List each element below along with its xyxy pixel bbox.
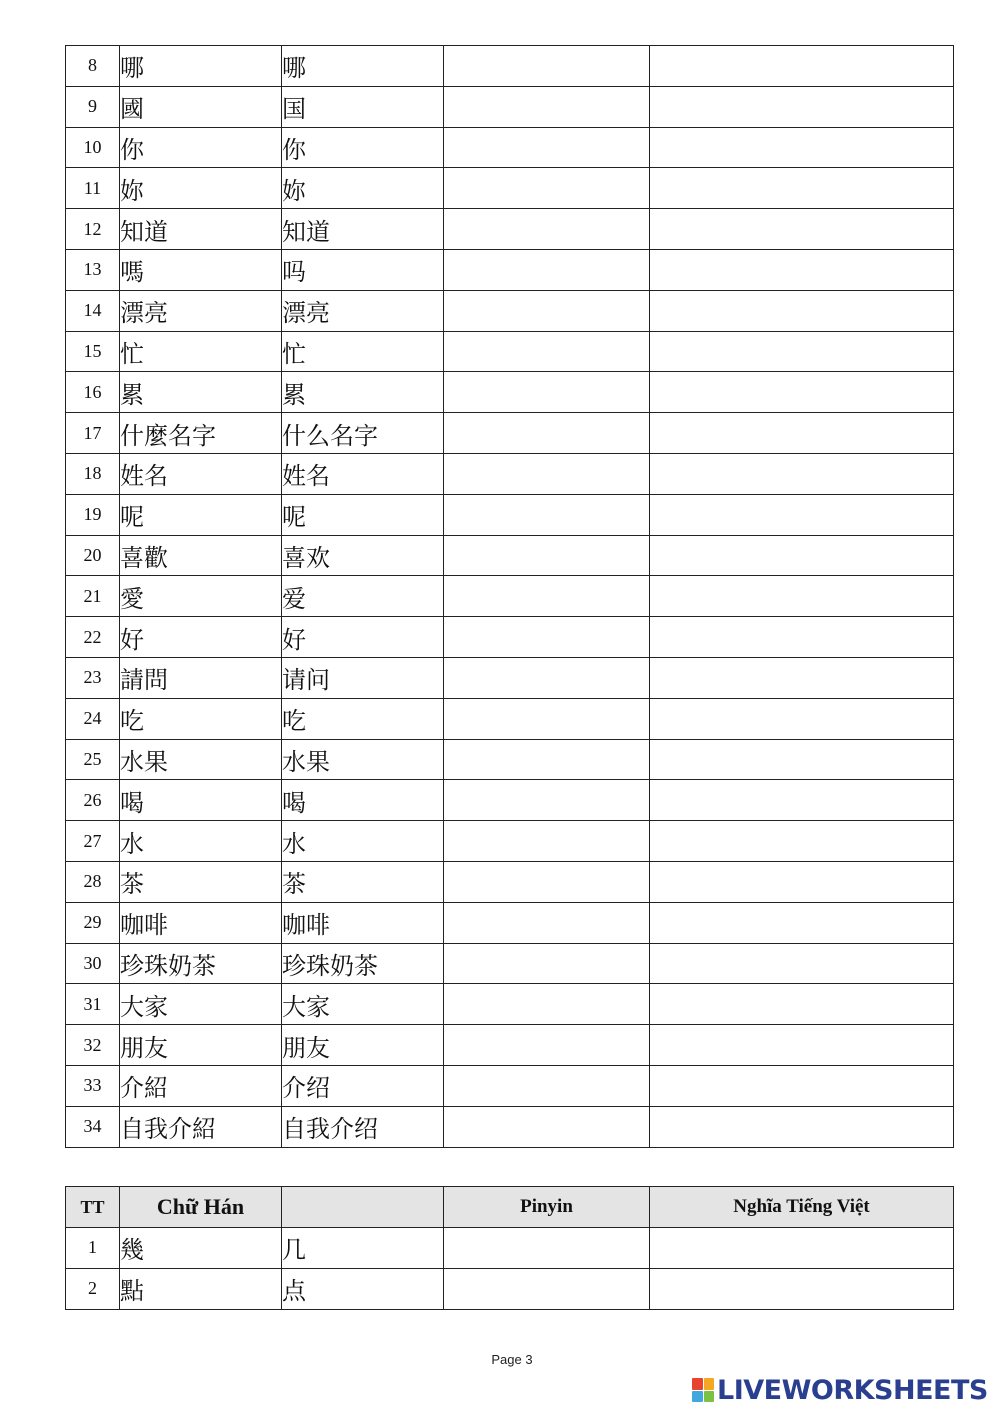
pinyin-answer-cell[interactable] — [444, 453, 650, 494]
simplified-chinese: 喝 — [282, 780, 444, 821]
table-row — [66, 86, 954, 127]
row-number: 21 — [66, 576, 120, 617]
traditional-chinese: 自我介紹 — [120, 1106, 282, 1147]
row-number: 12 — [66, 209, 120, 250]
simplified-chinese: 爱 — [282, 576, 444, 617]
header-tt: TT — [66, 1187, 120, 1228]
traditional-chinese: 水 — [120, 821, 282, 862]
table-row — [66, 1268, 954, 1309]
simplified-chinese: 姓名 — [282, 453, 444, 494]
logo-square-blue — [692, 1391, 703, 1403]
vocabulary-table-2 — [65, 1186, 954, 1310]
simplified-chinese: 呢 — [282, 494, 444, 535]
row-number: 33 — [66, 1065, 120, 1106]
meaning-answer-cell[interactable] — [650, 290, 954, 331]
table-row — [66, 209, 954, 250]
row-number: 19 — [66, 494, 120, 535]
pinyin-answer-cell[interactable] — [444, 780, 650, 821]
meaning-answer-cell[interactable] — [650, 168, 954, 209]
meaning-answer-cell[interactable] — [650, 861, 954, 902]
pinyin-answer-cell[interactable] — [444, 127, 650, 168]
traditional-chinese: 國 — [120, 86, 282, 127]
traditional-chinese: 茶 — [120, 861, 282, 902]
simplified-chinese: 累 — [282, 372, 444, 413]
table-row — [66, 1106, 954, 1147]
meaning-answer-cell[interactable] — [650, 902, 954, 943]
traditional-chinese: 忙 — [120, 331, 282, 372]
liveworksheets-logo — [692, 1374, 988, 1406]
traditional-chinese: 請問 — [120, 657, 282, 698]
pinyin-answer-cell[interactable] — [444, 249, 650, 290]
meaning-answer-cell[interactable] — [650, 372, 954, 413]
simplified-chinese: 妳 — [282, 168, 444, 209]
pinyin-answer-cell[interactable] — [444, 413, 650, 454]
table-row — [66, 127, 954, 168]
pinyin-answer-cell[interactable] — [444, 209, 650, 250]
traditional-chinese: 咖啡 — [120, 902, 282, 943]
table-row — [66, 821, 954, 862]
simplified-chinese: 漂亮 — [282, 290, 444, 331]
row-number: 22 — [66, 617, 120, 658]
row-number: 18 — [66, 453, 120, 494]
simplified-chinese: 介绍 — [282, 1065, 444, 1106]
meaning-answer-cell[interactable] — [650, 617, 954, 658]
simplified-chinese: 你 — [282, 127, 444, 168]
table-row — [66, 1025, 954, 1066]
meaning-answer-cell[interactable] — [650, 943, 954, 984]
pinyin-answer-cell[interactable] — [444, 821, 650, 862]
row-number: 26 — [66, 780, 120, 821]
simplified-chinese: 喜欢 — [282, 535, 444, 576]
table-row — [66, 1065, 954, 1106]
table-row — [66, 739, 954, 780]
row-number: 31 — [66, 984, 120, 1025]
meaning-answer-cell[interactable] — [650, 209, 954, 250]
row-number: 25 — [66, 739, 120, 780]
row-number: 2 — [66, 1268, 120, 1309]
traditional-chinese: 好 — [120, 617, 282, 658]
pinyin-answer-cell[interactable] — [444, 1268, 650, 1309]
table-row — [66, 168, 954, 209]
pinyin-answer-cell[interactable] — [444, 739, 650, 780]
header-chu-han: Chữ Hán — [120, 1187, 282, 1228]
simplified-chinese: 国 — [282, 86, 444, 127]
simplified-chinese: 知道 — [282, 209, 444, 250]
table-row — [66, 535, 954, 576]
traditional-chinese: 喝 — [120, 780, 282, 821]
meaning-answer-cell[interactable] — [650, 1106, 954, 1147]
simplified-chinese: 吃 — [282, 698, 444, 739]
pinyin-answer-cell[interactable] — [444, 1106, 650, 1147]
traditional-chinese: 你 — [120, 127, 282, 168]
pinyin-answer-cell[interactable] — [444, 861, 650, 902]
row-number: 28 — [66, 861, 120, 902]
row-number: 17 — [66, 413, 120, 454]
row-number: 15 — [66, 331, 120, 372]
meaning-answer-cell[interactable] — [650, 1025, 954, 1066]
table-row — [66, 943, 954, 984]
pinyin-answer-cell[interactable] — [444, 372, 650, 413]
row-number: 23 — [66, 657, 120, 698]
meaning-answer-cell[interactable] — [650, 984, 954, 1025]
simplified-chinese: 好 — [282, 617, 444, 658]
meaning-answer-cell[interactable] — [650, 739, 954, 780]
logo-square-orange — [704, 1378, 715, 1390]
pinyin-answer-cell[interactable] — [444, 698, 650, 739]
table-row — [66, 657, 954, 698]
row-number: 34 — [66, 1106, 120, 1147]
meaning-answer-cell[interactable] — [650, 657, 954, 698]
traditional-chinese: 吃 — [120, 698, 282, 739]
table-row — [66, 290, 954, 331]
meaning-answer-cell[interactable] — [650, 413, 954, 454]
pinyin-answer-cell[interactable] — [444, 902, 650, 943]
meaning-answer-cell[interactable] — [650, 1065, 954, 1106]
row-number: 11 — [66, 168, 120, 209]
traditional-chinese: 哪 — [120, 46, 282, 87]
traditional-chinese: 幾 — [120, 1228, 282, 1269]
table-row — [66, 453, 954, 494]
simplified-chinese: 忙 — [282, 331, 444, 372]
pinyin-answer-cell[interactable] — [444, 535, 650, 576]
table-row — [66, 413, 954, 454]
row-number: 30 — [66, 943, 120, 984]
simplified-chinese: 请问 — [282, 657, 444, 698]
traditional-chinese: 什麼名字 — [120, 413, 282, 454]
traditional-chinese: 呢 — [120, 494, 282, 535]
vocabulary-table — [65, 45, 954, 1148]
logo-square-red — [692, 1378, 703, 1390]
pinyin-answer-cell[interactable] — [444, 576, 650, 617]
row-number: 29 — [66, 902, 120, 943]
table-row — [66, 249, 954, 290]
table-row — [66, 372, 954, 413]
table-header-row — [66, 1187, 954, 1228]
table-row — [66, 617, 954, 658]
pinyin-answer-cell[interactable] — [444, 494, 650, 535]
traditional-chinese: 累 — [120, 372, 282, 413]
row-number: 13 — [66, 249, 120, 290]
traditional-chinese: 珍珠奶茶 — [120, 943, 282, 984]
traditional-chinese: 點 — [120, 1268, 282, 1309]
pinyin-answer-cell[interactable] — [444, 1025, 650, 1066]
row-number: 16 — [66, 372, 120, 413]
row-number: 14 — [66, 290, 120, 331]
simplified-chinese: 茶 — [282, 861, 444, 902]
meaning-answer-cell[interactable] — [650, 453, 954, 494]
table-row — [66, 902, 954, 943]
row-number: 32 — [66, 1025, 120, 1066]
traditional-chinese: 喜歡 — [120, 535, 282, 576]
meaning-answer-cell[interactable] — [650, 698, 954, 739]
row-number: 9 — [66, 86, 120, 127]
simplified-chinese: 咖啡 — [282, 902, 444, 943]
pinyin-answer-cell[interactable] — [444, 86, 650, 127]
page-number: Page 3 — [491, 1352, 533, 1367]
traditional-chinese: 姓名 — [120, 453, 282, 494]
meaning-answer-cell[interactable] — [650, 86, 954, 127]
row-number: 27 — [66, 821, 120, 862]
simplified-chinese: 水果 — [282, 739, 444, 780]
meaning-answer-cell[interactable] — [650, 576, 954, 617]
pinyin-answer-cell[interactable] — [444, 657, 650, 698]
simplified-chinese: 哪 — [282, 46, 444, 87]
meaning-answer-cell[interactable] — [650, 780, 954, 821]
table-row — [66, 698, 954, 739]
traditional-chinese: 水果 — [120, 739, 282, 780]
pinyin-answer-cell[interactable] — [444, 168, 650, 209]
row-number: 10 — [66, 127, 120, 168]
liveworksheets-icon — [692, 1378, 714, 1402]
brand-name: LIVEWORKSHEETS — [717, 1374, 988, 1406]
table-row — [66, 780, 954, 821]
meaning-answer-cell[interactable] — [650, 821, 954, 862]
meaning-answer-cell[interactable] — [650, 1228, 954, 1269]
traditional-chinese: 介紹 — [120, 1065, 282, 1106]
meaning-answer-cell[interactable] — [650, 535, 954, 576]
simplified-chinese: 什么名字 — [282, 413, 444, 454]
traditional-chinese: 朋友 — [120, 1025, 282, 1066]
table-row — [66, 331, 954, 372]
traditional-chinese: 知道 — [120, 209, 282, 250]
table-row — [66, 861, 954, 902]
row-number: 8 — [66, 46, 120, 87]
pinyin-answer-cell[interactable] — [444, 1228, 650, 1269]
simplified-chinese: 朋友 — [282, 1025, 444, 1066]
row-number: 1 — [66, 1228, 120, 1269]
pinyin-answer-cell[interactable] — [444, 617, 650, 658]
meaning-answer-cell[interactable] — [650, 1268, 954, 1309]
meaning-answer-cell[interactable] — [650, 331, 954, 372]
simplified-chinese: 自我介绍 — [282, 1106, 444, 1147]
pinyin-answer-cell[interactable] — [444, 943, 650, 984]
simplified-chinese: 大家 — [282, 984, 444, 1025]
traditional-chinese: 妳 — [120, 168, 282, 209]
table-row — [66, 576, 954, 617]
table-row — [66, 1228, 954, 1269]
pinyin-answer-cell[interactable] — [444, 290, 650, 331]
meaning-answer-cell[interactable] — [650, 249, 954, 290]
simplified-chinese: 吗 — [282, 249, 444, 290]
meaning-answer-cell[interactable] — [650, 127, 954, 168]
pinyin-answer-cell[interactable] — [444, 331, 650, 372]
meaning-answer-cell[interactable] — [650, 46, 954, 87]
traditional-chinese: 嗎 — [120, 249, 282, 290]
simplified-chinese: 几 — [282, 1228, 444, 1269]
pinyin-answer-cell[interactable] — [444, 984, 650, 1025]
table-row — [66, 984, 954, 1025]
header-meaning: Nghĩa Tiếng Việt — [650, 1187, 954, 1228]
logo-square-green — [704, 1391, 715, 1403]
table-row — [66, 46, 954, 87]
traditional-chinese: 愛 — [120, 576, 282, 617]
simplified-chinese: 珍珠奶茶 — [282, 943, 444, 984]
meaning-answer-cell[interactable] — [650, 494, 954, 535]
row-number: 24 — [66, 698, 120, 739]
header-simplified — [282, 1187, 444, 1228]
header-pinyin: Pinyin — [444, 1187, 650, 1228]
table-row — [66, 494, 954, 535]
simplified-chinese: 水 — [282, 821, 444, 862]
pinyin-answer-cell[interactable] — [444, 1065, 650, 1106]
row-number: 20 — [66, 535, 120, 576]
traditional-chinese: 大家 — [120, 984, 282, 1025]
simplified-chinese: 点 — [282, 1268, 444, 1309]
traditional-chinese: 漂亮 — [120, 290, 282, 331]
pinyin-answer-cell[interactable] — [444, 46, 650, 87]
